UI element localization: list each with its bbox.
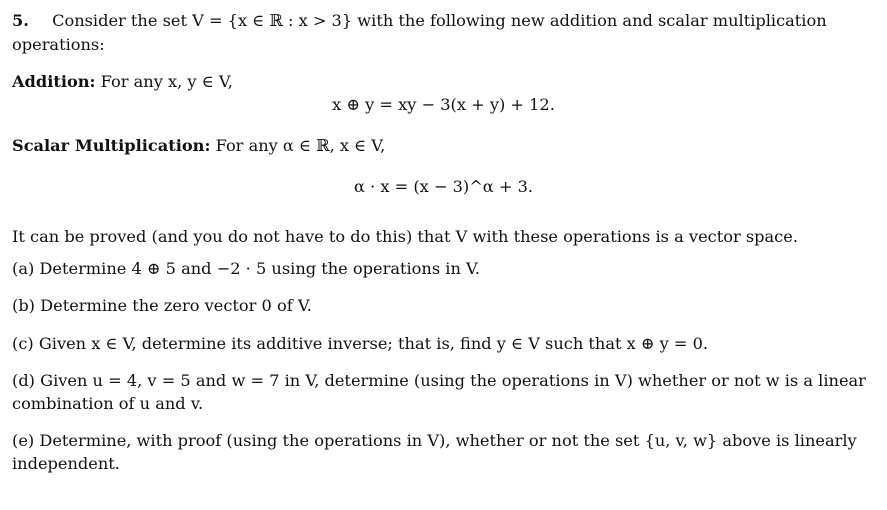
scalar-definition (12, 135, 853, 157)
problem-intro-text (12, 10, 827, 32)
scalar-label: Scalar Multiplication: (12, 136, 211, 155)
problem-intro-body: Consider the set V = {x ∈ ℝ : x > 3} with the following new addition and scalar multiplication (52, 11, 827, 30)
addition-formula: x ⊕ y = xy − 3(x + y) + 12. (332, 95, 555, 114)
part-e-line-2: independent. (12, 454, 120, 473)
addition-text: For any x, y ∈ V, (100, 72, 233, 91)
part-a: (a) Determine 4 ⊕ 5 and −2 · 5 using the operations in V. (12, 259, 481, 278)
addition-definition (12, 71, 853, 93)
scalar-formula: α · x = (x − 3)^α + 3. (353, 177, 534, 196)
problem-number: 5. (12, 11, 29, 30)
problem-intro-line-2: operations: (12, 35, 105, 54)
part-c: (c) Given x ∈ V, determine its additive inverse; that is, find y ∈ V such that x ⊕ y = 0. (12, 334, 709, 353)
part-d-line-2: combination of u and v. (12, 394, 204, 413)
addition-label: Addition: (12, 72, 96, 91)
part-b: (b) Determine the zero vector 0 of V. (12, 296, 312, 315)
part-d-line-1: (d) Given u = 4, v = 5 and w = 7 in V, determine (using the operations in V) whether or not w is a linear (12, 371, 866, 390)
scalar-text: For any α ∈ ℝ, x ∈ V, (215, 136, 386, 155)
problem-intro-line-1 (12, 10, 853, 32)
vector-space-statement: It can be proved (and you do not have to do this) that V with these operations is a vector space. (12, 227, 798, 246)
part-e-line-1: (e) Determine, with proof (using the operations in V), whether or not the set {u, v, w} above is linearly (12, 431, 857, 450)
